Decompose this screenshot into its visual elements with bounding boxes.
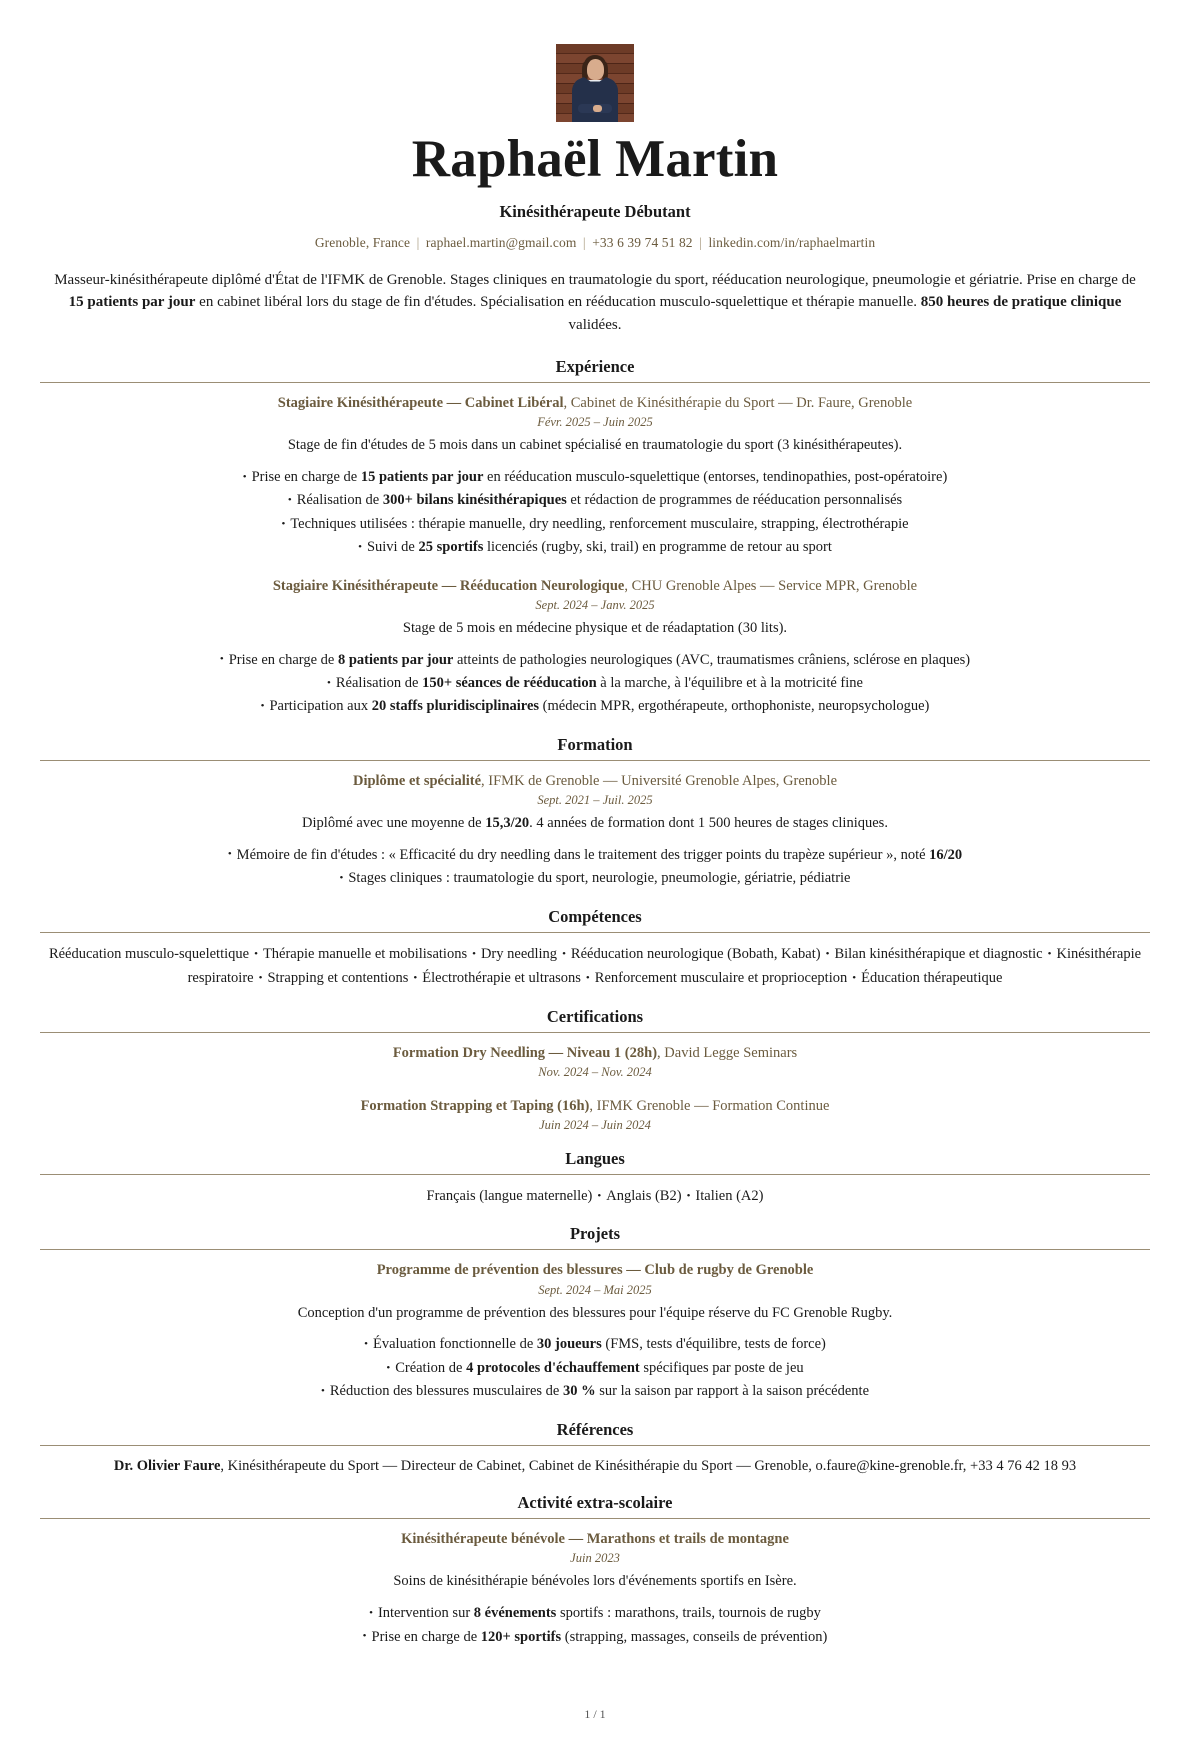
- list-item: • Prise en charge de 15 patients par jour en rééducation musculo-squelettique (entorses, tendinopathies, post-opératoire): [40, 466, 1150, 489]
- list-item: Éducation thérapeutique: [861, 969, 1003, 986]
- photo-head: [587, 59, 604, 80]
- list-item: Strapping et contentions: [267, 969, 409, 986]
- list-item: • Participation aux 20 staffs pluridisciplinaires (médecin MPR, ergothérapeute, orthophoniste, neuropsychologue): [40, 695, 1150, 718]
- entry-description: Stage de 5 mois en médecine physique et de réadaptation (30 lits).: [402, 619, 788, 636]
- entry: [40, 1260, 1150, 1403]
- profile-photo-wrapper: [40, 44, 1150, 122]
- contact-location: Grenoble, France: [314, 234, 411, 250]
- list-separator: •: [585, 972, 590, 985]
- entry-bullets: [40, 466, 1150, 560]
- entry-dates: Sept. 2024 – Mai 2025: [538, 1282, 652, 1297]
- list-item: Anglais (B2): [606, 1187, 682, 1204]
- reference-line: Dr. Olivier Faure, Kinésithérapeute du Sport — Directeur de Cabinet, Cabinet de Kinésithérapie du Sport — Grenoble, o.faure@kine-grenoble.fr, +33 4 76 42 18 93: [113, 1457, 1077, 1474]
- entry-dates: Juin 2023: [570, 1551, 620, 1566]
- entry: [40, 771, 1150, 891]
- section-heading: Projets: [569, 1224, 621, 1244]
- list-item: Électrothérapie et ultrasons: [422, 969, 581, 986]
- section-heading: Certifications: [546, 1006, 644, 1026]
- entry-bullets: [40, 1333, 1150, 1403]
- list-separator: •: [825, 948, 830, 961]
- list-separator: •: [597, 1190, 602, 1203]
- entry: [40, 1456, 1150, 1478]
- entry-dates: Sept. 2024 – Janv. 2025: [535, 597, 655, 612]
- list-item: Italien (A2): [695, 1187, 764, 1204]
- list-separator: •: [413, 972, 418, 985]
- list-separator: •: [254, 948, 258, 961]
- section-extracurricular: [40, 1493, 1150, 1649]
- list-item: • Stages cliniques : traumatologie du sport, neurologie, pneumologie, gériatrie, pédiatrie: [40, 867, 1150, 890]
- section-heading: Références: [556, 1419, 634, 1439]
- section-divider: [40, 932, 1150, 933]
- list-separator: •: [562, 948, 566, 961]
- section-divider: [40, 1445, 1150, 1446]
- list-separator: •: [852, 972, 857, 985]
- list-item: Bilan kinésithérapique et diagnostic: [834, 945, 1043, 962]
- entry-description: Conception d'un programme de prévention des blessures pour l'équipe réserve du FC Grenoble Rugby.: [297, 1304, 893, 1321]
- entry: [40, 576, 1150, 719]
- entry: [40, 1043, 1150, 1080]
- contact-email[interactable]: raphael.martin@gmail.com: [425, 234, 577, 250]
- section-heading: Expérience: [555, 357, 635, 377]
- list-separator: •: [686, 1190, 691, 1203]
- list-item: • Suivi de 25 sportifs licenciés (rugby, ski, trail) en programme de retour au sport: [40, 536, 1150, 559]
- photo-jacket: [572, 77, 618, 122]
- list-item: Renforcement musculaire et proprioception: [594, 969, 848, 986]
- list-item: • Création de 4 protocoles d'échauffement spécifiques par poste de jeu: [40, 1357, 1150, 1380]
- list-item: • Mémoire de fin d'études : « Efficacité du dry needling dans le traitement des trigger points du trapèze supérieur », noté 16/20: [40, 844, 1150, 867]
- entry-title: Kinésithérapeute bénévole — Marathons et trails de montagne: [401, 1531, 789, 1548]
- entry-title: Formation Strapping et Taping (16h), IFMK Grenoble — Formation Continue: [360, 1097, 830, 1114]
- section-education: [40, 735, 1150, 891]
- extracurricular-entries: [40, 1529, 1150, 1649]
- list-separator: •: [258, 972, 263, 985]
- section-heading: Activité extra-scolaire: [517, 1493, 673, 1513]
- section-divider: [40, 1249, 1150, 1250]
- contact-separator: |: [699, 234, 702, 250]
- list-item: Français (langue maternelle): [426, 1187, 593, 1204]
- entry-bullets: [40, 1602, 1150, 1649]
- education-entries: [40, 771, 1150, 891]
- entry: [40, 1096, 1150, 1133]
- entry-title: Formation Dry Needling — Niveau 1 (28h), David Legge Seminars: [392, 1044, 798, 1061]
- section-heading: Langues: [565, 1148, 625, 1168]
- entry-title: Programme de prévention des blessures — Club de rugby de Grenoble: [376, 1262, 814, 1279]
- list-separator: •: [472, 948, 476, 961]
- list-item: • Prise en charge de 120+ sportifs (strapping, massages, conseils de prévention): [40, 1626, 1150, 1649]
- professional-summary: Masseur-kinésithérapeute diplômé d'État de l'IFMK de Grenoble. Stages cliniques en traumatologie du sport, rééducation neurologique, pneumologie et gériatrie. Prise en charge de 15 patients par jour en cabinet libéral lors du stage de fin d'études. Spécialisation en rééducation musculo-squelettique et thérapie manuelle. 850 heures de pratique clinique validées.: [54, 271, 1136, 334]
- list-item: • Intervention sur 8 événements sportifs : marathons, trails, tournois de rugby: [40, 1602, 1150, 1625]
- list-item: • Réalisation de 150+ séances de rééducation à la marche, à l'équilibre et à la motricité fine: [40, 672, 1150, 695]
- page-footer: 1 / 1: [584, 1707, 606, 1722]
- entry-dates: Févr. 2025 – Juin 2025: [537, 415, 653, 430]
- list-item: Rééducation neurologique (Bobath, Kabat): [570, 945, 821, 962]
- entry-description: Soins de kinésithérapie bénévoles lors d'événements sportifs en Isère.: [393, 1573, 797, 1590]
- list-item: Thérapie manuelle et mobilisations: [262, 945, 468, 962]
- list-item: • Réalisation de 300+ bilans kinésithérapiques et rédaction de programmes de rééducation personnalisés: [40, 489, 1150, 512]
- entry-dates: Sept. 2021 – Juil. 2025: [537, 792, 653, 807]
- list-item: Dry needling: [480, 945, 558, 962]
- entry-description: Diplômé avec une moyenne de 15,3/20. 4 années de formation dont 1 500 heures de stages cliniques.: [302, 814, 888, 831]
- contact-separator: |: [416, 234, 420, 250]
- section-experience: [40, 357, 1150, 719]
- page-title: Raphaël Martin: [411, 130, 779, 188]
- entry-title: Stagiaire Kinésithérapeute — Cabinet Libéral, Cabinet de Kinésithérapie du Sport — Dr. Faure, Grenoble: [277, 395, 913, 412]
- entry: [40, 393, 1150, 560]
- list-item: Kinésithérapie respiratoire: [187, 945, 1142, 986]
- list-item: Rééducation musculo-squelettique: [48, 945, 250, 962]
- languages-list: [46, 1185, 1144, 1209]
- section-languages: [40, 1149, 1150, 1209]
- contact-phone[interactable]: +33 6 39 74 51 82: [592, 234, 693, 250]
- photo-hand: [593, 105, 602, 112]
- section-divider: [40, 1518, 1150, 1519]
- project-entries: [40, 1260, 1150, 1403]
- list-item: • Réduction des blessures musculaires de 30 % sur la saison par rapport à la saison précédente: [40, 1380, 1150, 1403]
- entry-description: Stage de fin d'études de 5 mois dans un cabinet spécialisé en traumatologie du sport (3 kinésithérapeutes).: [287, 437, 903, 454]
- list-separator: •: [1047, 948, 1052, 961]
- section-divider: [40, 760, 1150, 761]
- entry-dates: Juin 2024 – Juin 2024: [539, 1117, 651, 1132]
- contact-separator: |: [582, 234, 586, 250]
- profile-photo: [556, 44, 634, 122]
- list-item: • Évaluation fonctionnelle de 30 joueurs (FMS, tests d'équilibre, tests de force): [40, 1333, 1150, 1356]
- section-divider: [40, 382, 1150, 383]
- section-divider: [40, 1174, 1150, 1175]
- contact-linkedin[interactable]: linkedin.com/in/raphaelmartin: [708, 234, 876, 250]
- section-certifications: [40, 1007, 1150, 1133]
- job-subtitle: Kinésithérapeute Débutant: [499, 201, 691, 221]
- section-projects: [40, 1224, 1150, 1403]
- entry-bullets: [40, 844, 1150, 891]
- section-heading: Formation: [557, 734, 633, 754]
- section-divider: [40, 1032, 1150, 1033]
- entry-bullets: [40, 649, 1150, 719]
- skills-list: [46, 943, 1144, 991]
- contact-line: [40, 235, 1150, 251]
- experience-entries: [40, 393, 1150, 719]
- list-item: • Techniques utilisées : thérapie manuelle, dry needling, renforcement musculaire, strapping, électrothérapie: [40, 513, 1150, 536]
- section-references: [40, 1420, 1150, 1478]
- section-skills: [40, 907, 1150, 991]
- entry-dates: Nov. 2024 – Nov. 2024: [538, 1064, 652, 1079]
- entry-title: Diplôme et spécialité, IFMK de Grenoble — Université Grenoble Alpes, Grenoble: [352, 772, 838, 789]
- list-item: • Prise en charge de 8 patients par jour atteints de pathologies neurologiques (AVC, traumatismes crâniens, sclérose en plaques): [40, 649, 1150, 672]
- entry: [40, 1529, 1150, 1649]
- certification-entries: [40, 1043, 1150, 1133]
- reference-entries: [40, 1456, 1150, 1478]
- entry-title: Stagiaire Kinésithérapeute — Rééducation Neurologique, CHU Grenoble Alpes — Service MPR, Grenoble: [272, 577, 918, 594]
- section-heading: Compétences: [548, 906, 642, 926]
